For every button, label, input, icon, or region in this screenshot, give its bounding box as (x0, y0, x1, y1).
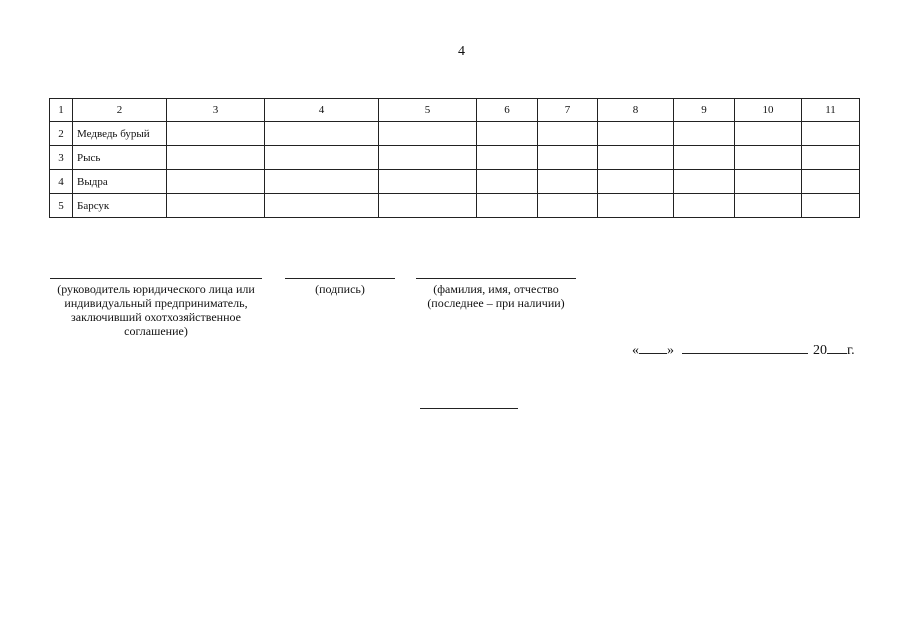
table-cell[interactable] (477, 170, 538, 194)
column-header: 8 (598, 99, 674, 122)
page-number: 4 (458, 44, 465, 59)
date-close-quote: » (667, 343, 674, 358)
fio-line[interactable] (416, 278, 576, 279)
end-separator-line (420, 408, 518, 409)
column-header: 2 (73, 99, 167, 122)
table-cell[interactable] (167, 146, 265, 170)
month-blank[interactable] (682, 340, 808, 354)
table-cell[interactable] (538, 146, 598, 170)
table-cell[interactable] (167, 194, 265, 218)
table-row (50, 194, 860, 218)
species-name: Барсук (73, 194, 167, 218)
year-prefix: 20 (813, 343, 827, 358)
fio-caption-line: (последнее – при наличии) (427, 296, 565, 310)
table-cell[interactable] (379, 170, 477, 194)
date-line (632, 340, 855, 359)
fio-caption-line: (фамилия, имя, отчество (433, 282, 559, 296)
table-cell[interactable] (735, 146, 802, 170)
table-cell[interactable] (598, 194, 674, 218)
table-cell[interactable] (379, 146, 477, 170)
table-header-row (50, 99, 860, 122)
table-cell[interactable] (802, 146, 860, 170)
table-cell[interactable] (379, 194, 477, 218)
table-cell[interactable] (538, 194, 598, 218)
table-cell[interactable] (598, 170, 674, 194)
table-cell[interactable] (802, 194, 860, 218)
table-cell[interactable] (265, 170, 379, 194)
date-open-quote: « (632, 343, 639, 358)
row-number: 5 (50, 194, 73, 218)
column-header: 6 (477, 99, 538, 122)
table-cell[interactable] (167, 122, 265, 146)
day-blank[interactable] (639, 340, 667, 354)
column-header: 5 (379, 99, 477, 122)
row-number: 3 (50, 146, 73, 170)
row-number: 4 (50, 170, 73, 194)
table-cell[interactable] (674, 170, 735, 194)
head-caption-line: (руководитель юридического лица или (57, 282, 255, 296)
head-caption-line: соглашение) (124, 324, 188, 338)
column-header: 11 (802, 99, 860, 122)
year-suffix: г. (847, 343, 855, 358)
table-cell[interactable] (538, 122, 598, 146)
column-header: 3 (167, 99, 265, 122)
head-caption (44, 282, 268, 338)
species-name: Медведь бурый (73, 122, 167, 146)
table-cell[interactable] (265, 194, 379, 218)
table-cell[interactable] (598, 146, 674, 170)
row-number: 2 (50, 122, 73, 146)
table-cell[interactable] (735, 170, 802, 194)
head-signature-line[interactable] (50, 278, 262, 279)
signature-line[interactable] (285, 278, 395, 279)
table-cell[interactable] (379, 122, 477, 146)
head-caption-line: индивидуальный предприниматель, (64, 296, 248, 310)
table-cell[interactable] (735, 194, 802, 218)
column-header: 7 (538, 99, 598, 122)
table-cell[interactable] (167, 170, 265, 194)
table-cell[interactable] (674, 122, 735, 146)
table-cell[interactable] (598, 122, 674, 146)
column-header: 9 (674, 99, 735, 122)
table-cell[interactable] (477, 122, 538, 146)
table-row (50, 122, 860, 146)
table-cell[interactable] (265, 146, 379, 170)
table-cell[interactable] (674, 146, 735, 170)
column-header: 10 (735, 99, 802, 122)
column-header: 1 (50, 99, 73, 122)
fio-caption (406, 282, 586, 310)
species-name: Рысь (73, 146, 167, 170)
table-cell[interactable] (735, 122, 802, 146)
sign-caption: (подпись) (315, 282, 365, 296)
table-row (50, 146, 860, 170)
species-name: Выдра (73, 170, 167, 194)
head-caption-line: заключивший охотхозяйственное (71, 310, 241, 324)
table-cell[interactable] (265, 122, 379, 146)
table-cell[interactable] (802, 122, 860, 146)
column-header: 4 (265, 99, 379, 122)
report-table (49, 98, 860, 218)
table-row (50, 170, 860, 194)
table-cell[interactable] (674, 194, 735, 218)
year-blank[interactable] (827, 340, 847, 354)
table-cell[interactable] (538, 170, 598, 194)
table-cell[interactable] (802, 170, 860, 194)
table-cell[interactable] (477, 146, 538, 170)
table-cell[interactable] (477, 194, 538, 218)
